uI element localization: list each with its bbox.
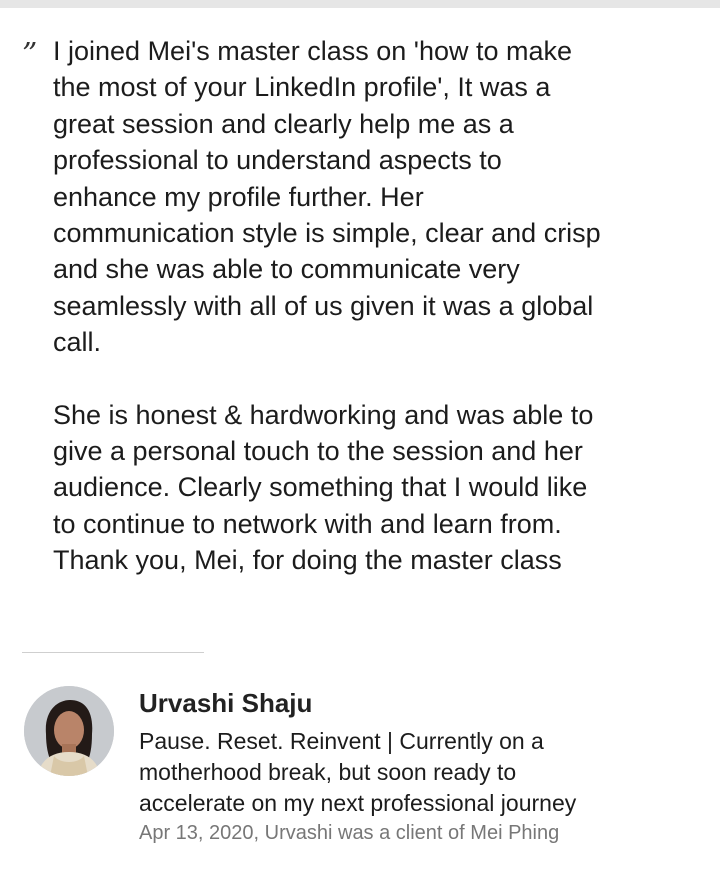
top-edge-strip: [0, 0, 720, 8]
divider: [22, 652, 204, 653]
author-name[interactable]: Urvashi Shaju: [139, 688, 313, 718]
recommendation-meta: Apr 13, 2020, Urvashi was a client of Mei Phing: [139, 822, 560, 844]
quote-mark-icon: ”: [22, 37, 38, 72]
testimonial-paragraph-1: I joined Mei's master class on 'how to make the most of your LinkedIn profile', It was a great session and clearly help me as a professional to understand aspects to enhance my profile further. Her communication style is simple, clear and crisp and she was able to communicate very seamlessly with all of us given it was a global call.: [53, 36, 601, 358]
testimonial-paragraph-2: She is honest & hardworking and was able to give a personal touch to the session and her audience. Clearly something that I would like to continue to network with and learn from. Thank you, Mei, for doing the master class: [53, 399, 594, 576]
author-headline: Pause. Reset. Reinvent | Currently on a motherhood break, but soon ready to accelerate on my next professional journey: [139, 728, 577, 816]
testimonial-text: [53, 33, 703, 579]
avatar[interactable]: [24, 686, 114, 776]
avatar-portrait-icon: [24, 686, 114, 776]
